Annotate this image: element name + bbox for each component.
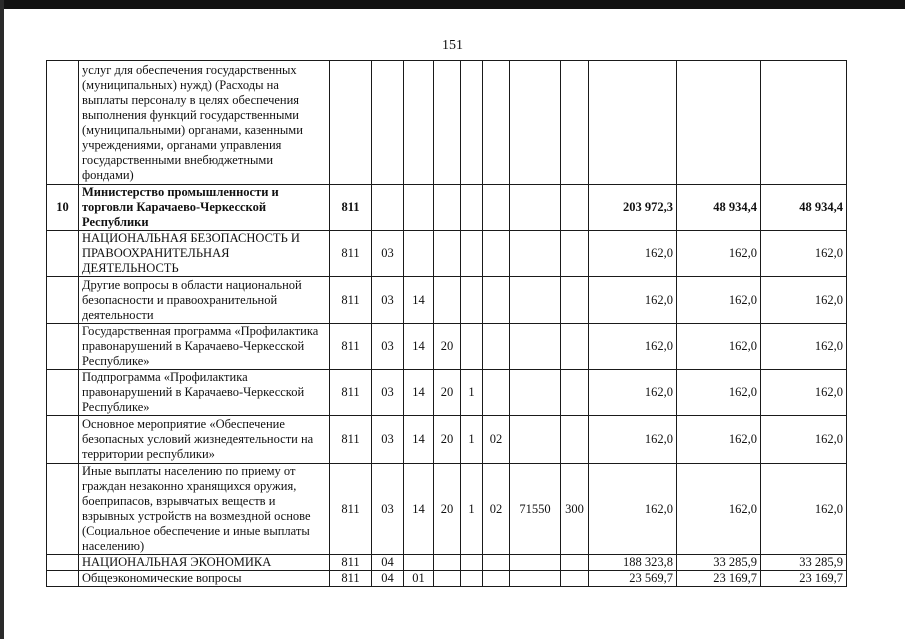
code-expense-type <box>561 61 589 185</box>
code-expense-type <box>561 185 589 231</box>
code-program <box>434 61 461 185</box>
amount-year-2: 48 934,4 <box>677 185 761 231</box>
code-ministry: 811 <box>330 277 372 324</box>
code-ministry <box>330 61 372 185</box>
code-section: 03 <box>372 324 404 370</box>
amount-year-1: 188 323,8 <box>589 555 677 571</box>
code-subsection: 14 <box>404 464 434 555</box>
row-number <box>47 61 79 185</box>
code-expense-type <box>561 324 589 370</box>
amount-year-1: 23 569,7 <box>589 571 677 587</box>
table-row <box>47 61 847 185</box>
code-section: 04 <box>372 555 404 571</box>
code-program: 20 <box>434 324 461 370</box>
amount-year-1: 162,0 <box>589 370 677 416</box>
code-event: 02 <box>483 464 510 555</box>
row-name: НАЦИОНАЛЬНАЯ БЕЗОПАСНОСТЬ И ПРАВООХРАНИТЕЛЬНАЯ ДЕЯТЕЛЬНОСТЬ <box>79 231 330 277</box>
code-direction <box>510 231 561 277</box>
row-name: Основное мероприятие «Обеспечение безопасных условий жизнедеятельности на территории республики» <box>79 416 330 464</box>
row-number <box>47 231 79 277</box>
code-direction <box>510 61 561 185</box>
code-subprogram <box>461 571 483 587</box>
code-direction <box>510 277 561 324</box>
amount-year-3: 23 169,7 <box>761 571 847 587</box>
code-expense-type <box>561 231 589 277</box>
code-section <box>372 185 404 231</box>
row-number <box>47 324 79 370</box>
amount-year-3 <box>761 61 847 185</box>
code-section: 03 <box>372 277 404 324</box>
amount-year-2: 162,0 <box>677 464 761 555</box>
code-subprogram <box>461 324 483 370</box>
amount-year-3: 48 934,4 <box>761 185 847 231</box>
table-row <box>47 370 847 416</box>
code-direction <box>510 370 561 416</box>
code-expense-type <box>561 571 589 587</box>
amount-year-2: 23 169,7 <box>677 571 761 587</box>
code-subsection: 14 <box>404 277 434 324</box>
code-event <box>483 277 510 324</box>
amount-year-3: 162,0 <box>761 277 847 324</box>
code-ministry: 811 <box>330 231 372 277</box>
row-name: Государственная программа «Профилактика правонарушений в Карачаево-Черкесской Республике» <box>79 324 330 370</box>
scan-border-left <box>0 0 4 639</box>
code-section: 04 <box>372 571 404 587</box>
code-ministry: 811 <box>330 416 372 464</box>
table-row <box>47 324 847 370</box>
code-ministry: 811 <box>330 185 372 231</box>
amount-year-2: 162,0 <box>677 416 761 464</box>
code-direction <box>510 555 561 571</box>
code-event <box>483 231 510 277</box>
amount-year-2 <box>677 61 761 185</box>
code-subprogram: 1 <box>461 370 483 416</box>
code-direction <box>510 571 561 587</box>
row-name: Общеэкономические вопросы <box>79 571 330 587</box>
code-section <box>372 61 404 185</box>
amount-year-2: 162,0 <box>677 277 761 324</box>
row-number: 10 <box>47 185 79 231</box>
code-direction <box>510 185 561 231</box>
amount-year-1: 162,0 <box>589 416 677 464</box>
code-subsection <box>404 555 434 571</box>
code-subsection <box>404 231 434 277</box>
row-number <box>47 416 79 464</box>
code-program <box>434 555 461 571</box>
code-section: 03 <box>372 416 404 464</box>
row-name: Министерство промышленности и торговли Карачаево-Черкесской Республики <box>79 185 330 231</box>
amount-year-1: 162,0 <box>589 324 677 370</box>
row-name: услуг для обеспечения государственных (муниципальных) нужд) (Расходы на выплаты персоналу в целях обеспечения выполнения функций государственными (муниципальными) органами, казенными учреждениями, органами управления государственными внебюджетными фондами) <box>79 61 330 185</box>
amount-year-1 <box>589 61 677 185</box>
row-number <box>47 571 79 587</box>
code-event <box>483 370 510 416</box>
code-direction <box>510 324 561 370</box>
code-event <box>483 571 510 587</box>
amount-year-3: 162,0 <box>761 231 847 277</box>
row-number <box>47 555 79 571</box>
code-program <box>434 571 461 587</box>
amount-year-3: 162,0 <box>761 370 847 416</box>
table-row <box>47 185 847 231</box>
code-subprogram <box>461 555 483 571</box>
row-name: Иные выплаты населению по приему от граждан незаконно хранящихся оружия, боеприпасов, взрывчатых веществ и взрывных устройств на возмездной основе (Социальное обеспечение и иные выплаты населению) <box>79 464 330 555</box>
code-program: 20 <box>434 370 461 416</box>
code-subsection <box>404 61 434 185</box>
code-subsection: 14 <box>404 324 434 370</box>
code-ministry: 811 <box>330 555 372 571</box>
row-name: Подпрограмма «Профилактика правонарушений в Карачаево-Черкесской Республике» <box>79 370 330 416</box>
amount-year-2: 33 285,9 <box>677 555 761 571</box>
page-number: 151 <box>442 38 463 53</box>
code-subsection <box>404 185 434 231</box>
row-name: Другие вопросы в области национальной безопасности и правоохранительной деятельности <box>79 277 330 324</box>
code-ministry: 811 <box>330 324 372 370</box>
code-event <box>483 185 510 231</box>
code-ministry: 811 <box>330 370 372 416</box>
code-direction <box>510 416 561 464</box>
code-program <box>434 185 461 231</box>
code-program <box>434 277 461 324</box>
amount-year-3: 162,0 <box>761 416 847 464</box>
table-row <box>47 231 847 277</box>
table-row <box>47 277 847 324</box>
code-subsection: 14 <box>404 370 434 416</box>
amount-year-2: 162,0 <box>677 370 761 416</box>
amount-year-1: 203 972,3 <box>589 185 677 231</box>
budget-table <box>46 60 847 587</box>
code-expense-type <box>561 370 589 416</box>
code-expense-type <box>561 416 589 464</box>
code-program: 20 <box>434 464 461 555</box>
code-section: 03 <box>372 370 404 416</box>
code-subprogram: 1 <box>461 464 483 555</box>
scan-border-top <box>0 0 905 9</box>
code-event <box>483 555 510 571</box>
code-event <box>483 324 510 370</box>
table-row <box>47 571 847 587</box>
code-ministry: 811 <box>330 571 372 587</box>
amount-year-2: 162,0 <box>677 324 761 370</box>
amount-year-2: 162,0 <box>677 231 761 277</box>
code-section: 03 <box>372 231 404 277</box>
amount-year-3: 33 285,9 <box>761 555 847 571</box>
code-subprogram <box>461 61 483 185</box>
amount-year-3: 162,0 <box>761 324 847 370</box>
table-row <box>47 555 847 571</box>
code-expense-type <box>561 555 589 571</box>
code-subsection: 14 <box>404 416 434 464</box>
code-program <box>434 231 461 277</box>
code-expense-type: 300 <box>561 464 589 555</box>
row-number <box>47 277 79 324</box>
code-subprogram: 1 <box>461 416 483 464</box>
code-ministry: 811 <box>330 464 372 555</box>
code-expense-type <box>561 277 589 324</box>
code-program: 20 <box>434 416 461 464</box>
code-event <box>483 61 510 185</box>
code-event: 02 <box>483 416 510 464</box>
code-subprogram <box>461 185 483 231</box>
code-section: 03 <box>372 464 404 555</box>
code-subsection: 01 <box>404 571 434 587</box>
amount-year-1: 162,0 <box>589 231 677 277</box>
code-subprogram <box>461 231 483 277</box>
amount-year-1: 162,0 <box>589 464 677 555</box>
amount-year-3: 162,0 <box>761 464 847 555</box>
code-direction: 71550 <box>510 464 561 555</box>
row-number <box>47 464 79 555</box>
table-row <box>47 464 847 555</box>
table-row <box>47 416 847 464</box>
row-name: НАЦИОНАЛЬНАЯ ЭКОНОМИКА <box>79 555 330 571</box>
row-number <box>47 370 79 416</box>
code-subprogram <box>461 277 483 324</box>
amount-year-1: 162,0 <box>589 277 677 324</box>
